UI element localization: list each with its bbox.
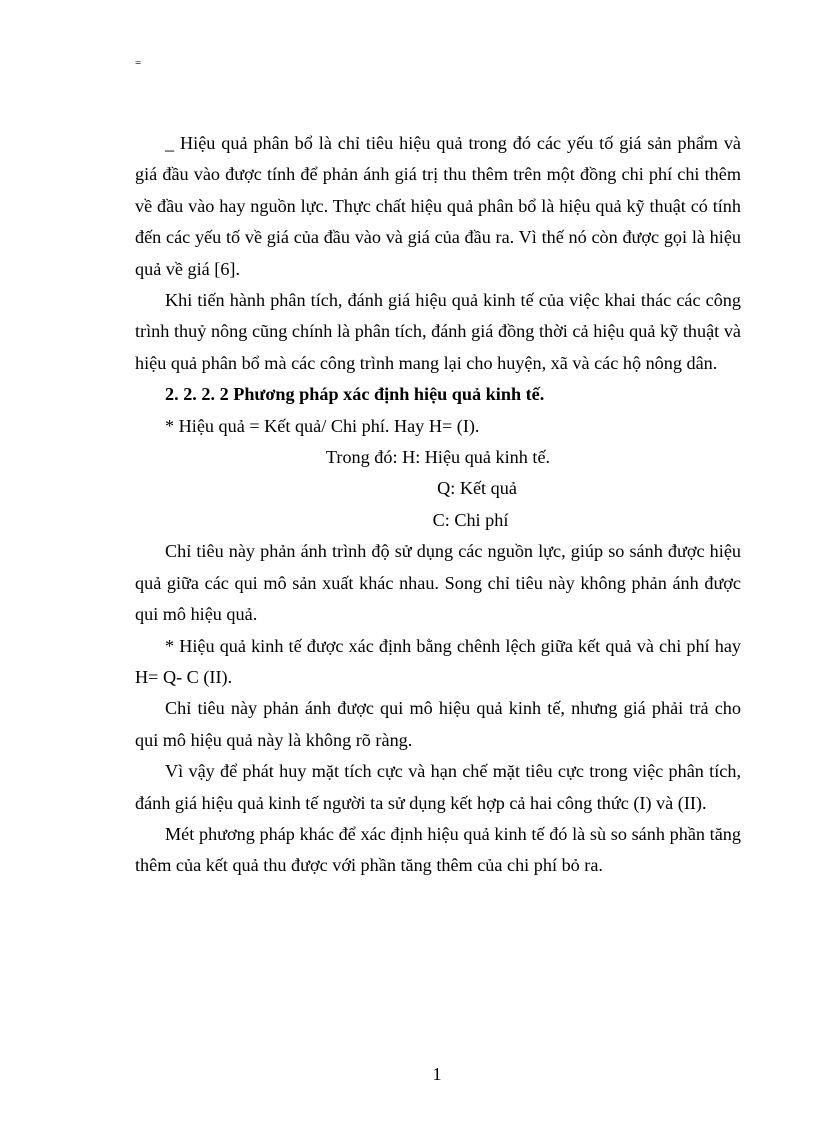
paragraph-indicator-two: Chỉ tiêu này phản ánh được qui mô hiệu quả kinh tế, nhưng giá phải trả cho qui mô hiệu quả này là không rõ ràng. [135,698,741,750]
section-heading: 2. 2. 2. 2 Phương pháp xác định hiệu quả kinh tế. [165,384,545,405]
formula-legend-q: Q: Kết quả [437,478,517,499]
formula-legend-h: Trong đó: H: Hiệu quả kinh tế. [325,447,551,468]
formula-one: * Hiệu quả = Kết quả/ Chi phí. Hay H= (I). [165,415,480,436]
paragraph-analysis: Khi tiến hành phân tích, đánh giá hiệu quả kinh tế của việc khai thác các công trình thuỷ nông cũng chính là phân tích, đánh giá đồng thời cả hiệu quả kỹ thuật và hiệu quả phân bổ mà các công trình mang lại cho huyện, xã và các hộ nông dân. [135,290,741,373]
paragraph-combination: Vì vậy để phát huy mặt tích cực và hạn chế mặt tiêu cực trong việc phân tích, đánh giá hiệu quả kinh tế người ta sử dụng kết hợp cả hai công thức (I) và (II). [135,761,741,813]
page-number: 1 [432,1064,442,1084]
body-text [135,128,741,882]
formula-legend-c: C: Chi phí [432,509,509,530]
paragraph-allocative-efficiency: _ Hiệu quả phân bổ là chỉ tiêu hiệu quả trong đó các yếu tố giá sản phẩm và giá đầu vào được tính để phản ánh giá trị thu thêm trên một đồng chi phí chi thêm về đầu vào hay nguồn lực. Thực chất hiệu quả phân bổ là hiệu quả kỹ thuật có tính đến các yếu tố về giá của đầu vào và giá của đầu ra. Vì thế nó còn được gọi là hiệu quả về giá [6]. [135,133,741,279]
paragraph-indicator-one: Chỉ tiêu này phản ánh trình độ sử dụng các nguồn lực, giúp so sánh được hiệu quả giữa các qui mô sản xuất khác nhau. Song chỉ tiêu này không phản ánh được qui mô hiệu quả. [135,541,741,625]
paragraph-other-method: Mét phương pháp khác để xác định hiệu quả kinh tế đó là sù so sánh phần tăng thêm của kết quả thu được với phần tăng thêm của chi phí bỏ ra. [135,823,741,876]
corner-mark: = [135,57,142,69]
formula-two: * Hiệu quả kinh tế được xác định bằng chênh lệch giữa kết quả và chi phí hay H= Q- C (II). [135,635,741,687]
